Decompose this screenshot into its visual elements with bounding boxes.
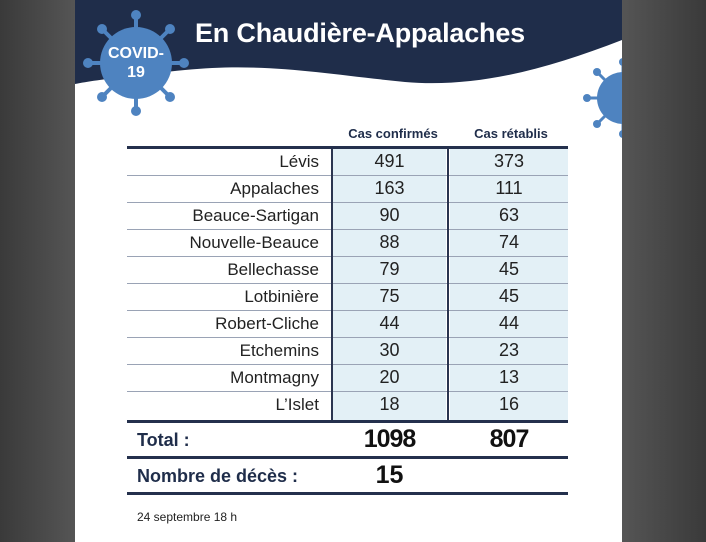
virus-decoration-icon (575, 56, 622, 140)
confirmed-count: 79 (379, 259, 400, 279)
total-confirmed: 1098 (363, 425, 416, 453)
table-row (127, 364, 568, 391)
region-name: Etchemins (239, 341, 319, 360)
column-header-recovered: Cas rétablis (474, 126, 548, 141)
region-name: Montmagny (230, 368, 319, 387)
infographic-card (75, 0, 622, 542)
region-name: Nouvelle-Beauce (189, 233, 319, 252)
confirmed-count: 44 (379, 313, 400, 333)
table-row (127, 310, 568, 337)
confirmed-count: 163 (374, 178, 405, 198)
recovered-count: 44 (498, 313, 520, 333)
confirmed-count: 18 (379, 394, 400, 414)
recovered-count: 373 (493, 151, 525, 171)
region-name: Lévis (279, 152, 319, 171)
region-name: Lotbinière (244, 287, 319, 306)
covid-badge-text (99, 44, 173, 82)
region-name: Beauce-Sartigan (192, 206, 319, 225)
table-row (127, 175, 568, 202)
deaths-bottom-rule (127, 492, 568, 495)
left-margin (0, 0, 75, 542)
region-name: Appalaches (230, 179, 319, 198)
total-top-rule (127, 420, 568, 423)
recovered-count: 63 (498, 205, 520, 225)
recovered-count: 111 (495, 178, 523, 198)
table-row (127, 229, 568, 256)
deaths-count: 15 (375, 461, 404, 489)
total-recovered: 807 (489, 425, 529, 453)
table-row (127, 256, 568, 283)
badge-line-2: 19 (127, 64, 145, 81)
recovered-count: 23 (498, 340, 520, 360)
confirmed-count: 30 (379, 340, 400, 360)
region-name: Bellechasse (227, 260, 319, 279)
confirmed-count: 75 (379, 286, 400, 306)
recovered-count: 45 (498, 286, 520, 306)
confirmed-count: 491 (374, 151, 405, 171)
right-margin (622, 0, 706, 542)
table-row (127, 283, 568, 310)
total-label: Total : (137, 430, 190, 450)
badge-line-1: COVID- (108, 45, 164, 62)
table-row (127, 337, 568, 364)
confirmed-count: 90 (379, 205, 400, 225)
region-name: Robert-Cliche (215, 314, 319, 333)
recovered-count: 16 (498, 394, 520, 414)
table-row (127, 391, 568, 418)
region-name: L’Islet (275, 395, 319, 414)
deaths-top-rule (127, 456, 568, 459)
confirmed-count: 20 (379, 367, 400, 387)
recovered-count: 45 (498, 259, 520, 279)
table-row (127, 202, 568, 229)
table-row (127, 148, 568, 175)
deaths-label: Nombre de décès : (137, 466, 299, 486)
recovered-count: 74 (498, 232, 520, 252)
recovered-count: 13 (498, 367, 520, 387)
column-header-confirmed: Cas confirmés (348, 126, 438, 141)
confirmed-count: 88 (379, 232, 400, 252)
timestamp-note: 24 septembre 18 h (137, 510, 238, 524)
page-title: En Chaudière-Appalaches (195, 18, 525, 48)
